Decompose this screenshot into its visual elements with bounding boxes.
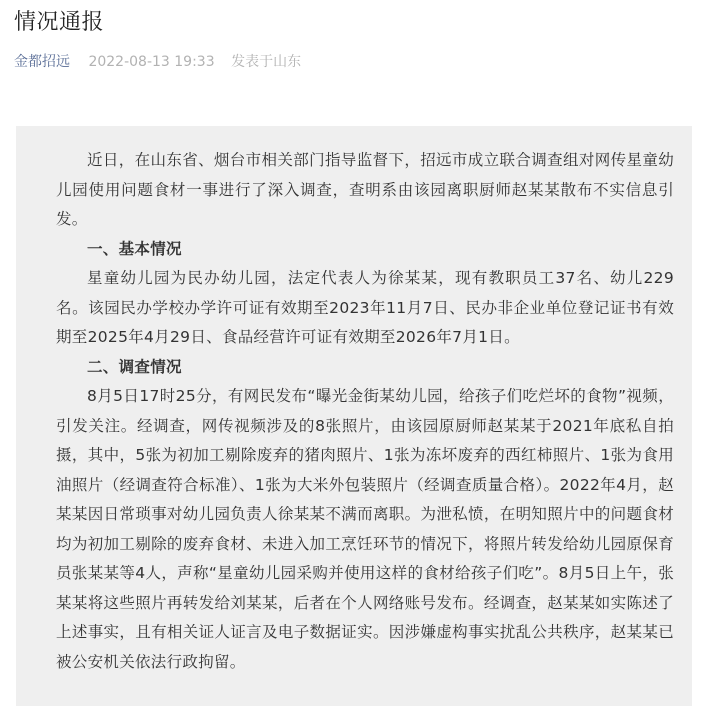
publish-location: 发表于山东 (231, 54, 302, 70)
article-content (16, 126, 692, 706)
investigation-paragraph: 8月5日17时25分，有网民发布“曝光金街某幼儿园，给孩子们吃烂坏的食物”视频，引发关注。经调查，网传视频涉及的8张照片，由该园原厨师赵某某于2021年底私自拍摄，其中，5张为初加工剔除废弃的猪肉照片、1张为冻坏废弃的西红柿照片、1张为食用油照片（经调查符合标准）、1张为大米外包装照片（经调查质量合格）。2022年4月，赵某某因日常琐事对幼儿园负责人徐某某不满而离职。为泄私愤，在明知照片中的问题食材均为初加工剔除的废弃食材、未进入加工烹饪环节的情况下，将照片转发给幼儿园原保育员张某某等4人，声称“星童幼儿园采购并使用这样的食材给孩子们吃”。8月5日上午，张某某将这些照片再转发给刘某某，后者在个人网络账号发布。经调查，赵某某如实陈述了上述事实，且有相关证人证言及电子数据证实。因涉嫌虚构事实扰乱公共秩序，赵某某已被公安机关依法行政拘留。 (56, 387, 674, 671)
basic-info-paragraph: 星童幼儿园为民办幼儿园，法定代表人为徐某某，现有教职员工37名、幼儿229名。该园民办学校办学许可证有效期至2023年11月7日、民办非企业单位登记证书有效期至2025年4月29日、食品经营许可证有效期至2026年7月1日。 (56, 269, 674, 346)
article-meta (14, 52, 301, 72)
section-heading-basic-info: 一、基本情况 (87, 239, 182, 258)
publish-time: 2022-08-13 19:33 (88, 54, 215, 70)
intro-paragraph: 近日，在山东省、烟台市相关部门指导监督下，招远市成立联合调查组对网传星童幼儿园使用问题食材一事进行了深入调查，查明系由该园离职厨师赵某某散布不实信息引发。 (56, 151, 674, 228)
account-name-link[interactable]: 金都招远 (14, 54, 70, 70)
section-heading-investigation: 二、调查情况 (87, 357, 182, 376)
article-title: 情况通报 (14, 10, 105, 35)
